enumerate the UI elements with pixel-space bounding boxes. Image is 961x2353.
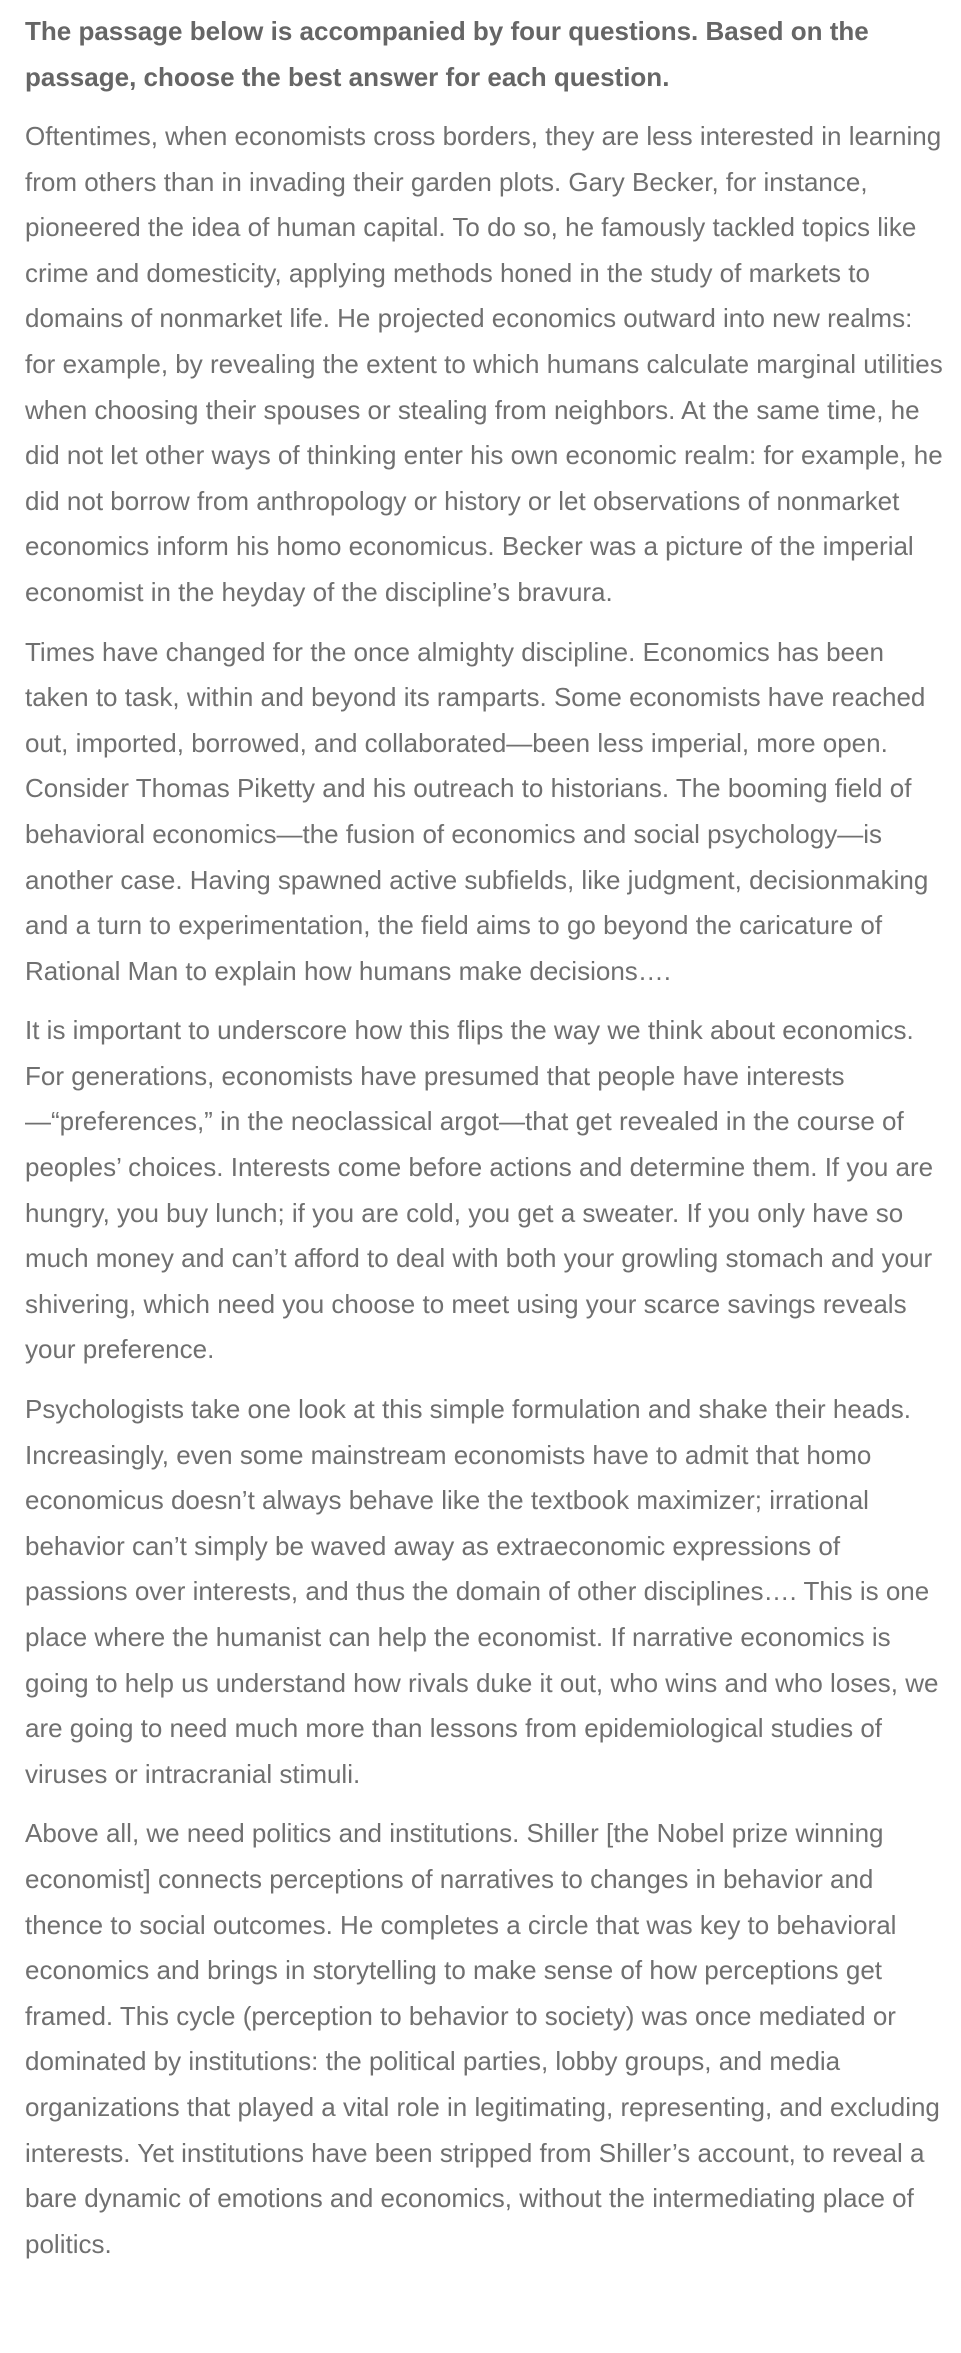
passage-instructions: The passage below is accompanied by four questions. Based on the passage, choose the best answer for each question. <box>25 16 869 92</box>
passage-paragraph-3: It is important to underscore how this flips the way we think about economics. For generations, economists have presumed that people have interests—“preferences,” in the neoclassical argot—that get revealed in the course of peoples’ choices. Interests come before actions and determine them. If you are hungry, you buy lunch; if you are cold, you get a sweater. If you only have so much money and can’t afford to deal with both your growling stomach and your shivering, which need you choose to meet using your scarce savings reveals your preference. <box>25 1015 934 1365</box>
passage-paragraph-1: Oftentimes, when economists cross borders, they are less interested in learning from others than in invading their garden plots. Gary Becker, for instance, pioneered the idea of human capital. To do so, he famously tackled topics like crime and domesticity, applying methods honed in the study of markets to domains of nonmarket life. He projected economics outward into new realms: for example, by revealing the extent to which humans calculate marginal utilities when choosing their spouses or stealing from neighbors. At the same time, he did not let other ways of thinking enter his own economic realm: for example, he did not borrow from anthropology or history or let observations of nonmarket economics inform his homo economicus. Becker was a picture of the imperial economist in the heyday of the discipline’s bravura. <box>25 121 943 607</box>
passage-paragraph-4: Psychologists take one look at this simple formulation and shake their heads. Increasingly, even some mainstream economists have to admit that homo economicus doesn’t always behave like the textbook maximizer; irrational behavior can’t simply be waved away as extraeconomic expressions of passions over interests, and thus the domain of other disciplines…. This is one place where the humanist can help the economist. If narrative economics is going to help us understand how rivals duke it out, who wins and who loses, we are going to need much more than lessons from epidemiological studies of viruses or intracranial stimuli. <box>25 1394 939 1789</box>
passage-paragraph-2: Times have changed for the once almighty discipline. Economics has been taken to task, within and beyond its ramparts. Some economists have reached out, imported, borrowed, and collaborated—been less imperial, more open. Consider Thomas Piketty and his outreach to historians. The booming field of behavioral economics—the fusion of economics and social psychology—is another case. Having spawned active subfields, like judgment, decisionmaking and a turn to experimentation, the field aims to go beyond the caricature of Rational Man to explain how humans make decisions…. <box>25 636 929 986</box>
passage-paragraph-5: Above all, we need politics and institutions. Shiller [the Nobel prize winning economist] connects perceptions of narratives to changes in behavior and thence to social outcomes. He completes a circle that was key to behavioral economics and brings in storytelling to make sense of how perceptions get framed. This cycle (perception to behavior to society) was once mediated or dominated by institutions: the political parties, lobby groups, and media organizations that played a vital role in legitimating, representing, and excluding interests. Yet institutions have been stripped from Shiller’s account, to reveal a bare dynamic of emotions and economics, without the intermediating place of politics. <box>25 1818 940 2259</box>
reading-passage <box>25 8 943 2281</box>
